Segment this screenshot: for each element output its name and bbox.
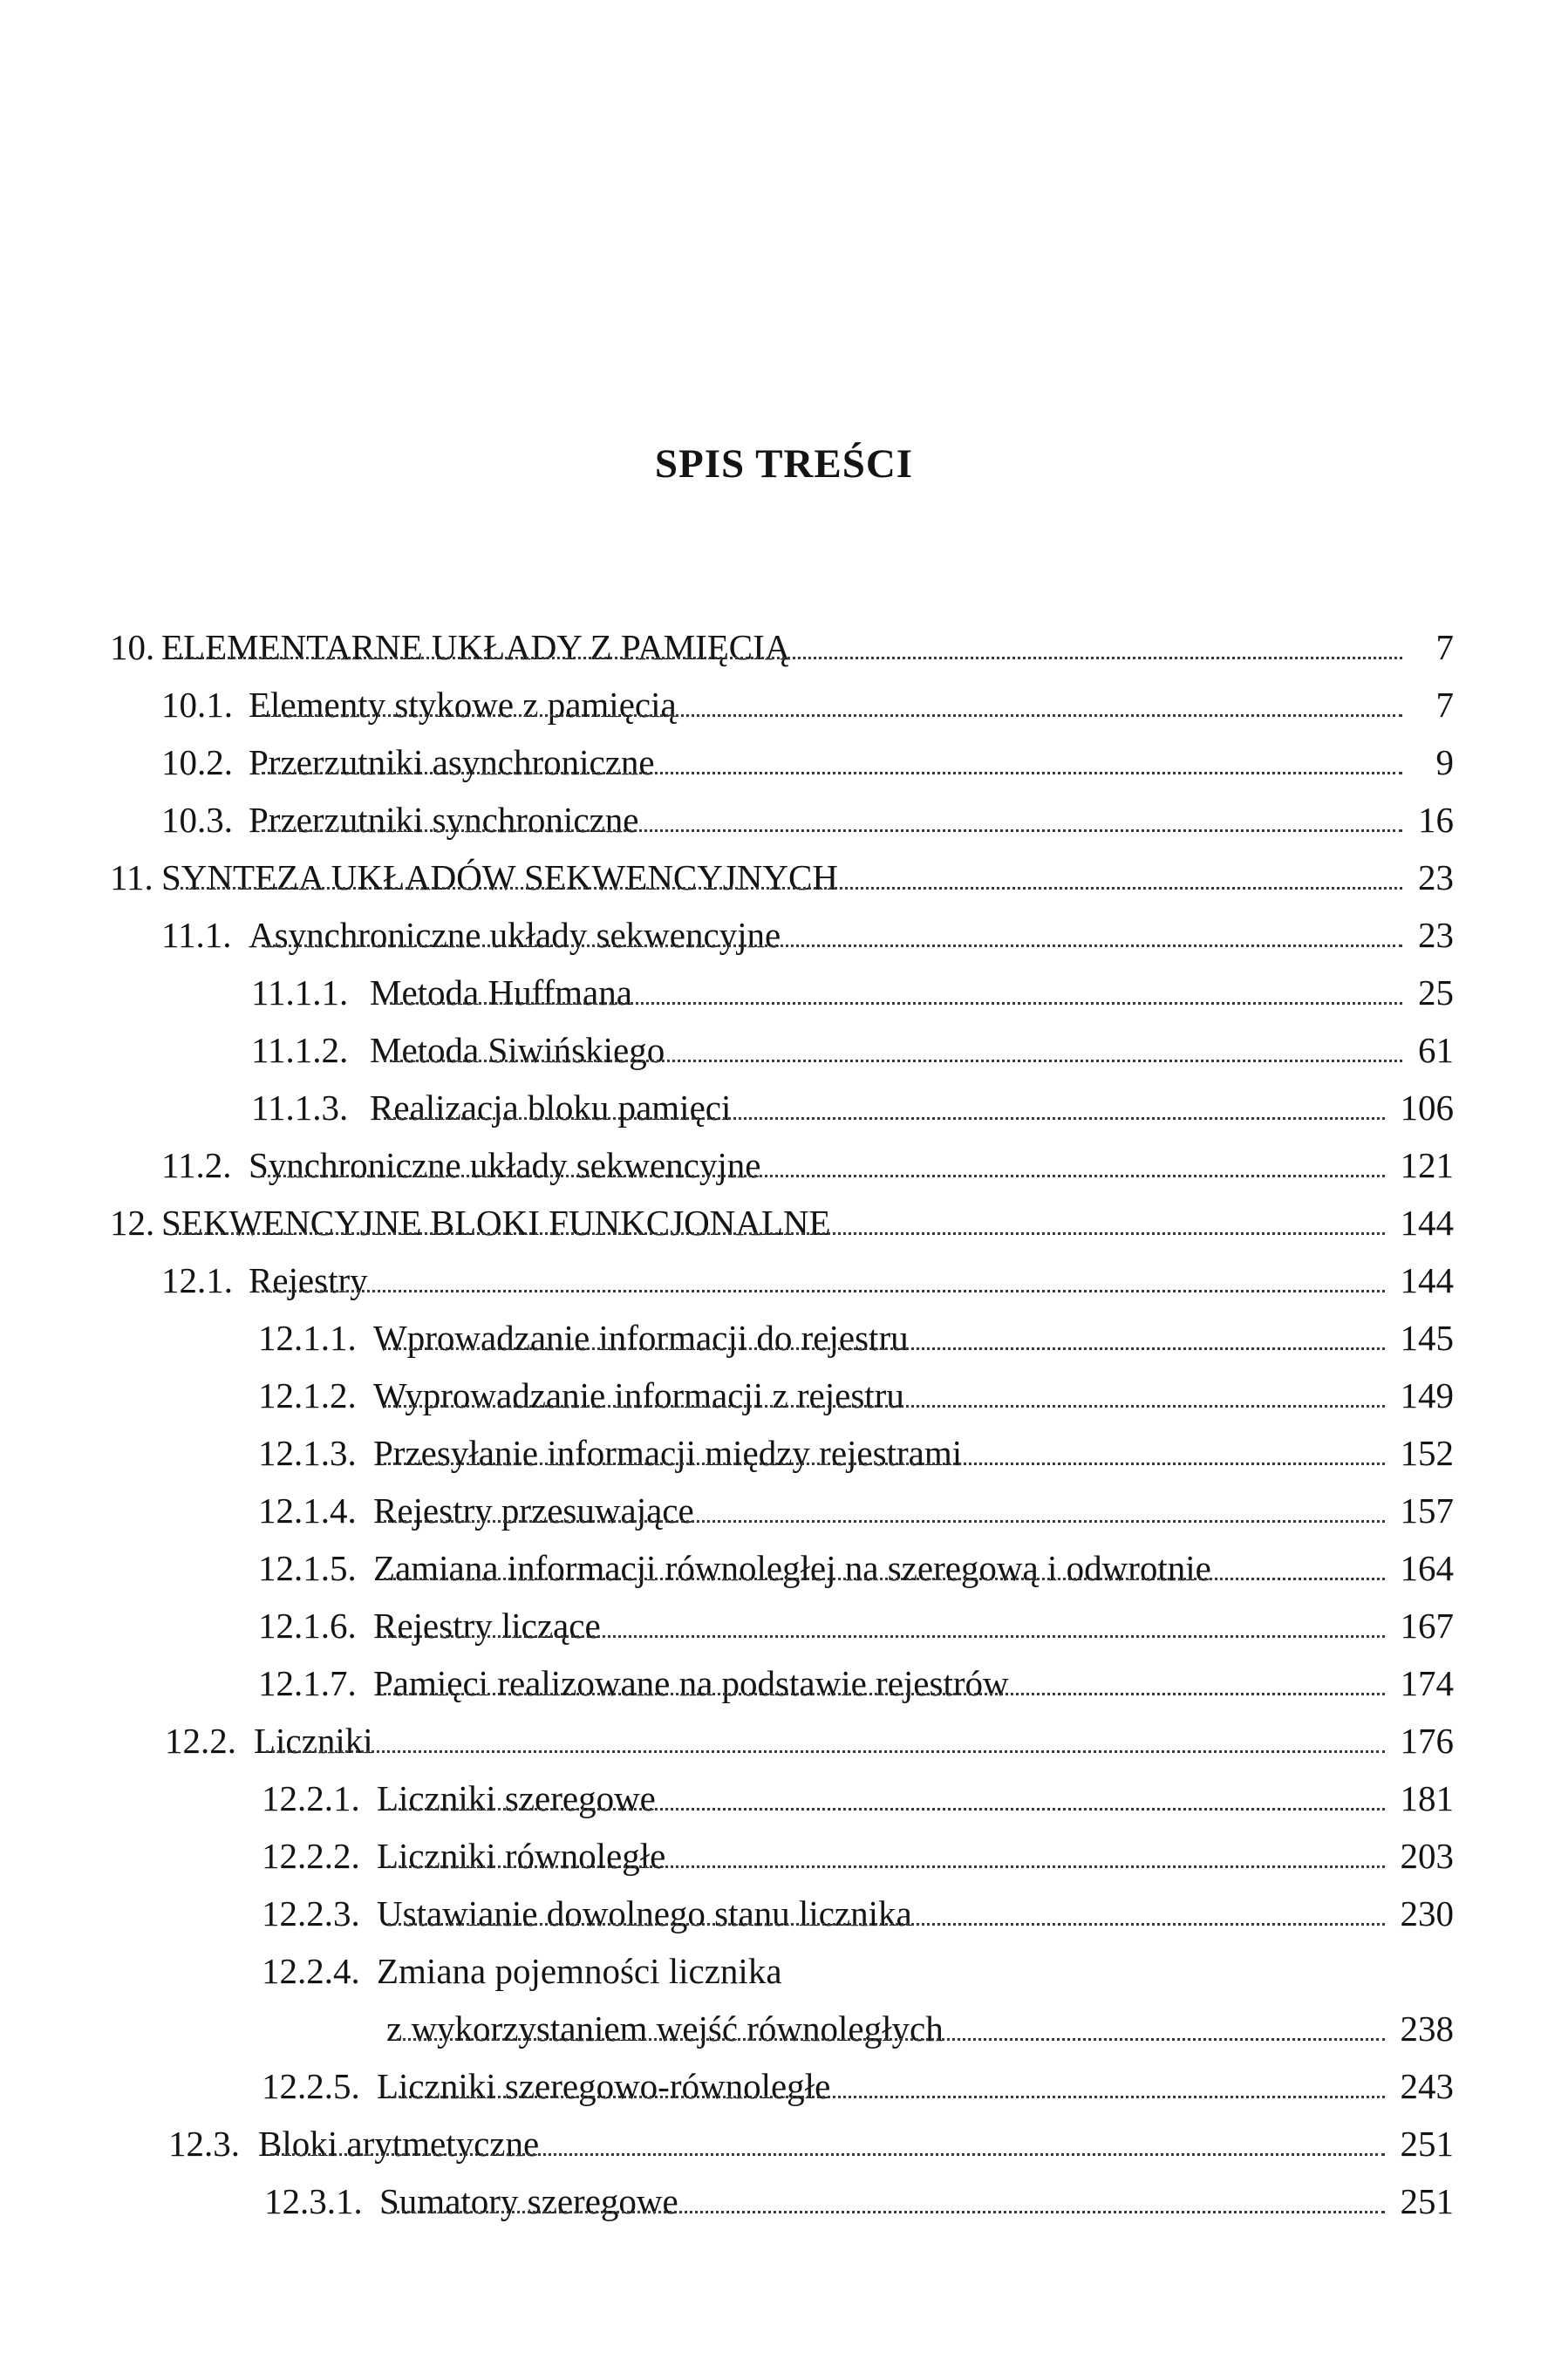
- toc-entry-chapter[interactable]: [0, 849, 1568, 906]
- toc-entry-subsection[interactable]: [0, 1654, 1568, 1712]
- entry-title: Rejestry przesuwające: [373, 1482, 703, 1539]
- entry-number: 11.1.3.: [251, 1088, 349, 1128]
- entry-number: 12.2.: [165, 1721, 236, 1761]
- dot-leader: [384, 1060, 1402, 1062]
- entry-title: Przerzutniki asynchroniczne: [249, 733, 664, 791]
- entry-number: 10.3.: [161, 800, 233, 840]
- toc-entry-section[interactable]: [0, 906, 1568, 964]
- dot-leader: [262, 829, 1402, 832]
- dot-leader: [397, 2038, 1385, 2041]
- entry-number: 12.1.2.: [258, 1375, 357, 1415]
- dot-leader: [384, 1578, 1385, 1580]
- dot-leader: [384, 1347, 1385, 1350]
- dot-leader: [388, 1923, 1385, 1926]
- entry-page: 23: [1418, 915, 1454, 955]
- toc-entry-subsection[interactable]: [0, 1942, 1568, 2000]
- entry-number: 10.1.: [161, 685, 233, 725]
- entry-page: 167: [1400, 1606, 1454, 1646]
- dot-leader: [262, 714, 1402, 717]
- dot-leader: [388, 1808, 1385, 1811]
- toc-entry-subsection[interactable]: [0, 1309, 1568, 1367]
- entry-page: 16: [1418, 800, 1454, 840]
- toc-entry-continuation[interactable]: [0, 2000, 1568, 2057]
- entry-title: Zamiana informacji równoległej na szeregową i odwrotnie: [373, 1539, 1220, 1597]
- entry-number: 12.1.6.: [258, 1606, 357, 1646]
- entry-title: Metoda Siwińskiego: [370, 1021, 673, 1079]
- dot-leader: [174, 887, 1402, 890]
- dot-leader: [388, 2096, 1385, 2098]
- entry-page: 251: [1400, 2124, 1454, 2164]
- entry-title: Realizacja bloku pamięci: [370, 1079, 740, 1136]
- toc-entry-section[interactable]: [0, 1251, 1568, 1309]
- toc-entry-subsection[interactable]: [0, 1885, 1568, 1942]
- entry-page: 7: [1435, 627, 1454, 667]
- dot-leader: [384, 1693, 1385, 1695]
- dot-leader: [262, 1175, 1385, 1177]
- entry-page: 181: [1400, 1778, 1454, 1818]
- toc-entry-subsection[interactable]: [0, 2057, 1568, 2115]
- entry-title: ELEMENTARNE UKŁADY Z PAMIĘCIĄ: [161, 618, 799, 676]
- toc-entry-section[interactable]: [0, 2115, 1568, 2172]
- entry-title: Wyprowadzanie informacji z rejestru: [373, 1367, 913, 1424]
- toc-entry-subsection[interactable]: [0, 2172, 1568, 2230]
- entry-number: 10.: [110, 627, 155, 667]
- entry-page: 144: [1400, 1203, 1454, 1243]
- entry-number: 12.1.7.: [258, 1663, 357, 1703]
- entry-page: 7: [1435, 685, 1454, 725]
- entry-title: z wykorzystaniem wejść równoległych: [386, 2000, 952, 2057]
- entry-title: Liczniki szeregowe: [377, 1770, 665, 1827]
- dot-leader: [384, 1463, 1385, 1465]
- toc-entry-chapter[interactable]: [0, 618, 1568, 676]
- page-title: SPIS TREŚCI: [654, 441, 914, 487]
- entry-title: Bloki arytmetyczne: [258, 2115, 548, 2172]
- entry-page: 61: [1418, 1030, 1454, 1070]
- dot-leader: [384, 1405, 1385, 1408]
- entry-number: 11.1.2.: [251, 1030, 349, 1070]
- entry-number: 12.1.5.: [258, 1548, 357, 1588]
- entry-title: Przesyłanie informacji między rejestrami: [373, 1424, 971, 1482]
- entry-number: 12.2.2.: [262, 1836, 360, 1876]
- entry-title: Ustawianie dowolnego stanu licznika: [377, 1885, 921, 1942]
- entry-title: Elementy stykowe z pamięcią: [249, 676, 685, 733]
- dot-leader: [388, 1865, 1385, 1868]
- toc-entry-subsection[interactable]: [0, 1482, 1568, 1539]
- entry-title: Sumatory szeregowe: [379, 2172, 687, 2230]
- entry-page: 145: [1400, 1318, 1454, 1358]
- entry-page: 203: [1400, 1836, 1454, 1876]
- toc-entry-subsection[interactable]: [0, 1770, 1568, 1827]
- toc-entry-chapter[interactable]: [0, 1194, 1568, 1251]
- toc-entry-section[interactable]: [0, 733, 1568, 791]
- entry-title: Synchroniczne układy sekwencyjne: [249, 1136, 769, 1194]
- entry-page: 106: [1400, 1088, 1454, 1128]
- entry-number: 12.2.4.: [262, 1951, 360, 1991]
- dot-leader: [391, 2211, 1385, 2213]
- entry-number: 10.2.: [161, 742, 233, 782]
- dot-leader: [262, 1290, 1385, 1292]
- entry-number: 12.3.: [168, 2124, 240, 2164]
- entry-page: 243: [1400, 2066, 1454, 2106]
- dot-leader: [270, 2153, 1385, 2156]
- entry-number: 12.2.1.: [262, 1778, 360, 1818]
- dot-leader: [384, 1117, 1385, 1120]
- entry-page: 157: [1400, 1490, 1454, 1531]
- toc-entry-section[interactable]: [0, 1136, 1568, 1194]
- entry-number: 11.1.1.: [251, 972, 349, 1013]
- toc-entry-subsection[interactable]: [0, 1424, 1568, 1482]
- entry-title: Liczniki szeregowo-równoległe: [377, 2057, 839, 2115]
- entry-number: 12.2.3.: [262, 1893, 360, 1933]
- entry-page: 238: [1400, 2008, 1454, 2049]
- entry-page: 9: [1435, 742, 1454, 782]
- entry-title: Rejestry liczące: [373, 1597, 610, 1654]
- entry-title: Liczniki równoległe: [377, 1827, 674, 1885]
- entry-title: Przerzutniki synchroniczne: [249, 791, 647, 849]
- entry-page: 152: [1400, 1433, 1454, 1473]
- dot-leader: [262, 772, 1402, 774]
- entry-page: 164: [1400, 1548, 1454, 1588]
- toc-entry-subsection[interactable]: [0, 964, 1568, 1021]
- entry-number: 11.1.: [161, 915, 232, 955]
- entry-title: SYNTEZA UKŁADÓW SEKWENCYJNYCH: [161, 849, 847, 906]
- entry-title: Metoda Huffmana: [370, 964, 641, 1021]
- toc-entry-section[interactable]: [0, 791, 1568, 849]
- entry-number: 12.: [110, 1203, 155, 1243]
- dot-leader: [174, 1232, 1385, 1235]
- entry-page: 174: [1400, 1663, 1454, 1703]
- entry-title: Rejestry: [249, 1251, 377, 1309]
- toc-entry-subsection[interactable]: [0, 1021, 1568, 1079]
- entry-title: Zmiana pojemności licznika: [377, 1942, 791, 2000]
- entry-page: 230: [1400, 1893, 1454, 1933]
- entry-page: 23: [1418, 857, 1454, 897]
- entry-number: 11.2.: [161, 1145, 232, 1185]
- entry-number: 12.1.: [161, 1260, 233, 1300]
- entry-number: 12.3.1.: [264, 2181, 363, 2221]
- entry-title: Asynchroniczne układy sekwencyjne: [249, 906, 789, 964]
- entry-page: 149: [1400, 1375, 1454, 1415]
- dot-leader: [262, 944, 1402, 947]
- entry-title: Pamięci realizowane na podstawie rejestrów: [373, 1654, 1018, 1712]
- dot-leader: [384, 1520, 1385, 1523]
- dot-leader: [266, 1750, 1385, 1753]
- entry-page: 251: [1400, 2181, 1454, 2221]
- toc-entry-section[interactable]: [0, 1712, 1568, 1770]
- entry-number: 11.: [110, 857, 153, 897]
- dot-leader: [384, 1002, 1402, 1005]
- entry-page: 25: [1418, 972, 1454, 1013]
- toc-entry-subsection[interactable]: [0, 1367, 1568, 1424]
- entry-page: 121: [1400, 1145, 1454, 1185]
- toc-entry-subsection[interactable]: [0, 1079, 1568, 1136]
- toc-entry-subsection[interactable]: [0, 1597, 1568, 1654]
- entry-title: Liczniki: [254, 1712, 382, 1770]
- entry-number: 12.1.1.: [258, 1318, 357, 1358]
- dot-leader: [384, 1635, 1385, 1638]
- entry-title: SEKWENCYJNE BLOKI FUNKCJONALNE: [161, 1194, 840, 1251]
- toc-entry-section[interactable]: [0, 676, 1568, 733]
- toc-entry-subsection[interactable]: [0, 1539, 1568, 1597]
- dot-leader: [174, 657, 1402, 659]
- entry-number: 12.1.4.: [258, 1490, 357, 1531]
- toc-entry-subsection[interactable]: [0, 1827, 1568, 1885]
- entry-number: 12.1.3.: [258, 1433, 357, 1473]
- entry-number: 12.2.5.: [262, 2066, 360, 2106]
- entry-page: 176: [1400, 1721, 1454, 1761]
- entry-page: 144: [1400, 1260, 1454, 1300]
- entry-title: Wprowadzanie informacji do rejestru: [373, 1309, 917, 1367]
